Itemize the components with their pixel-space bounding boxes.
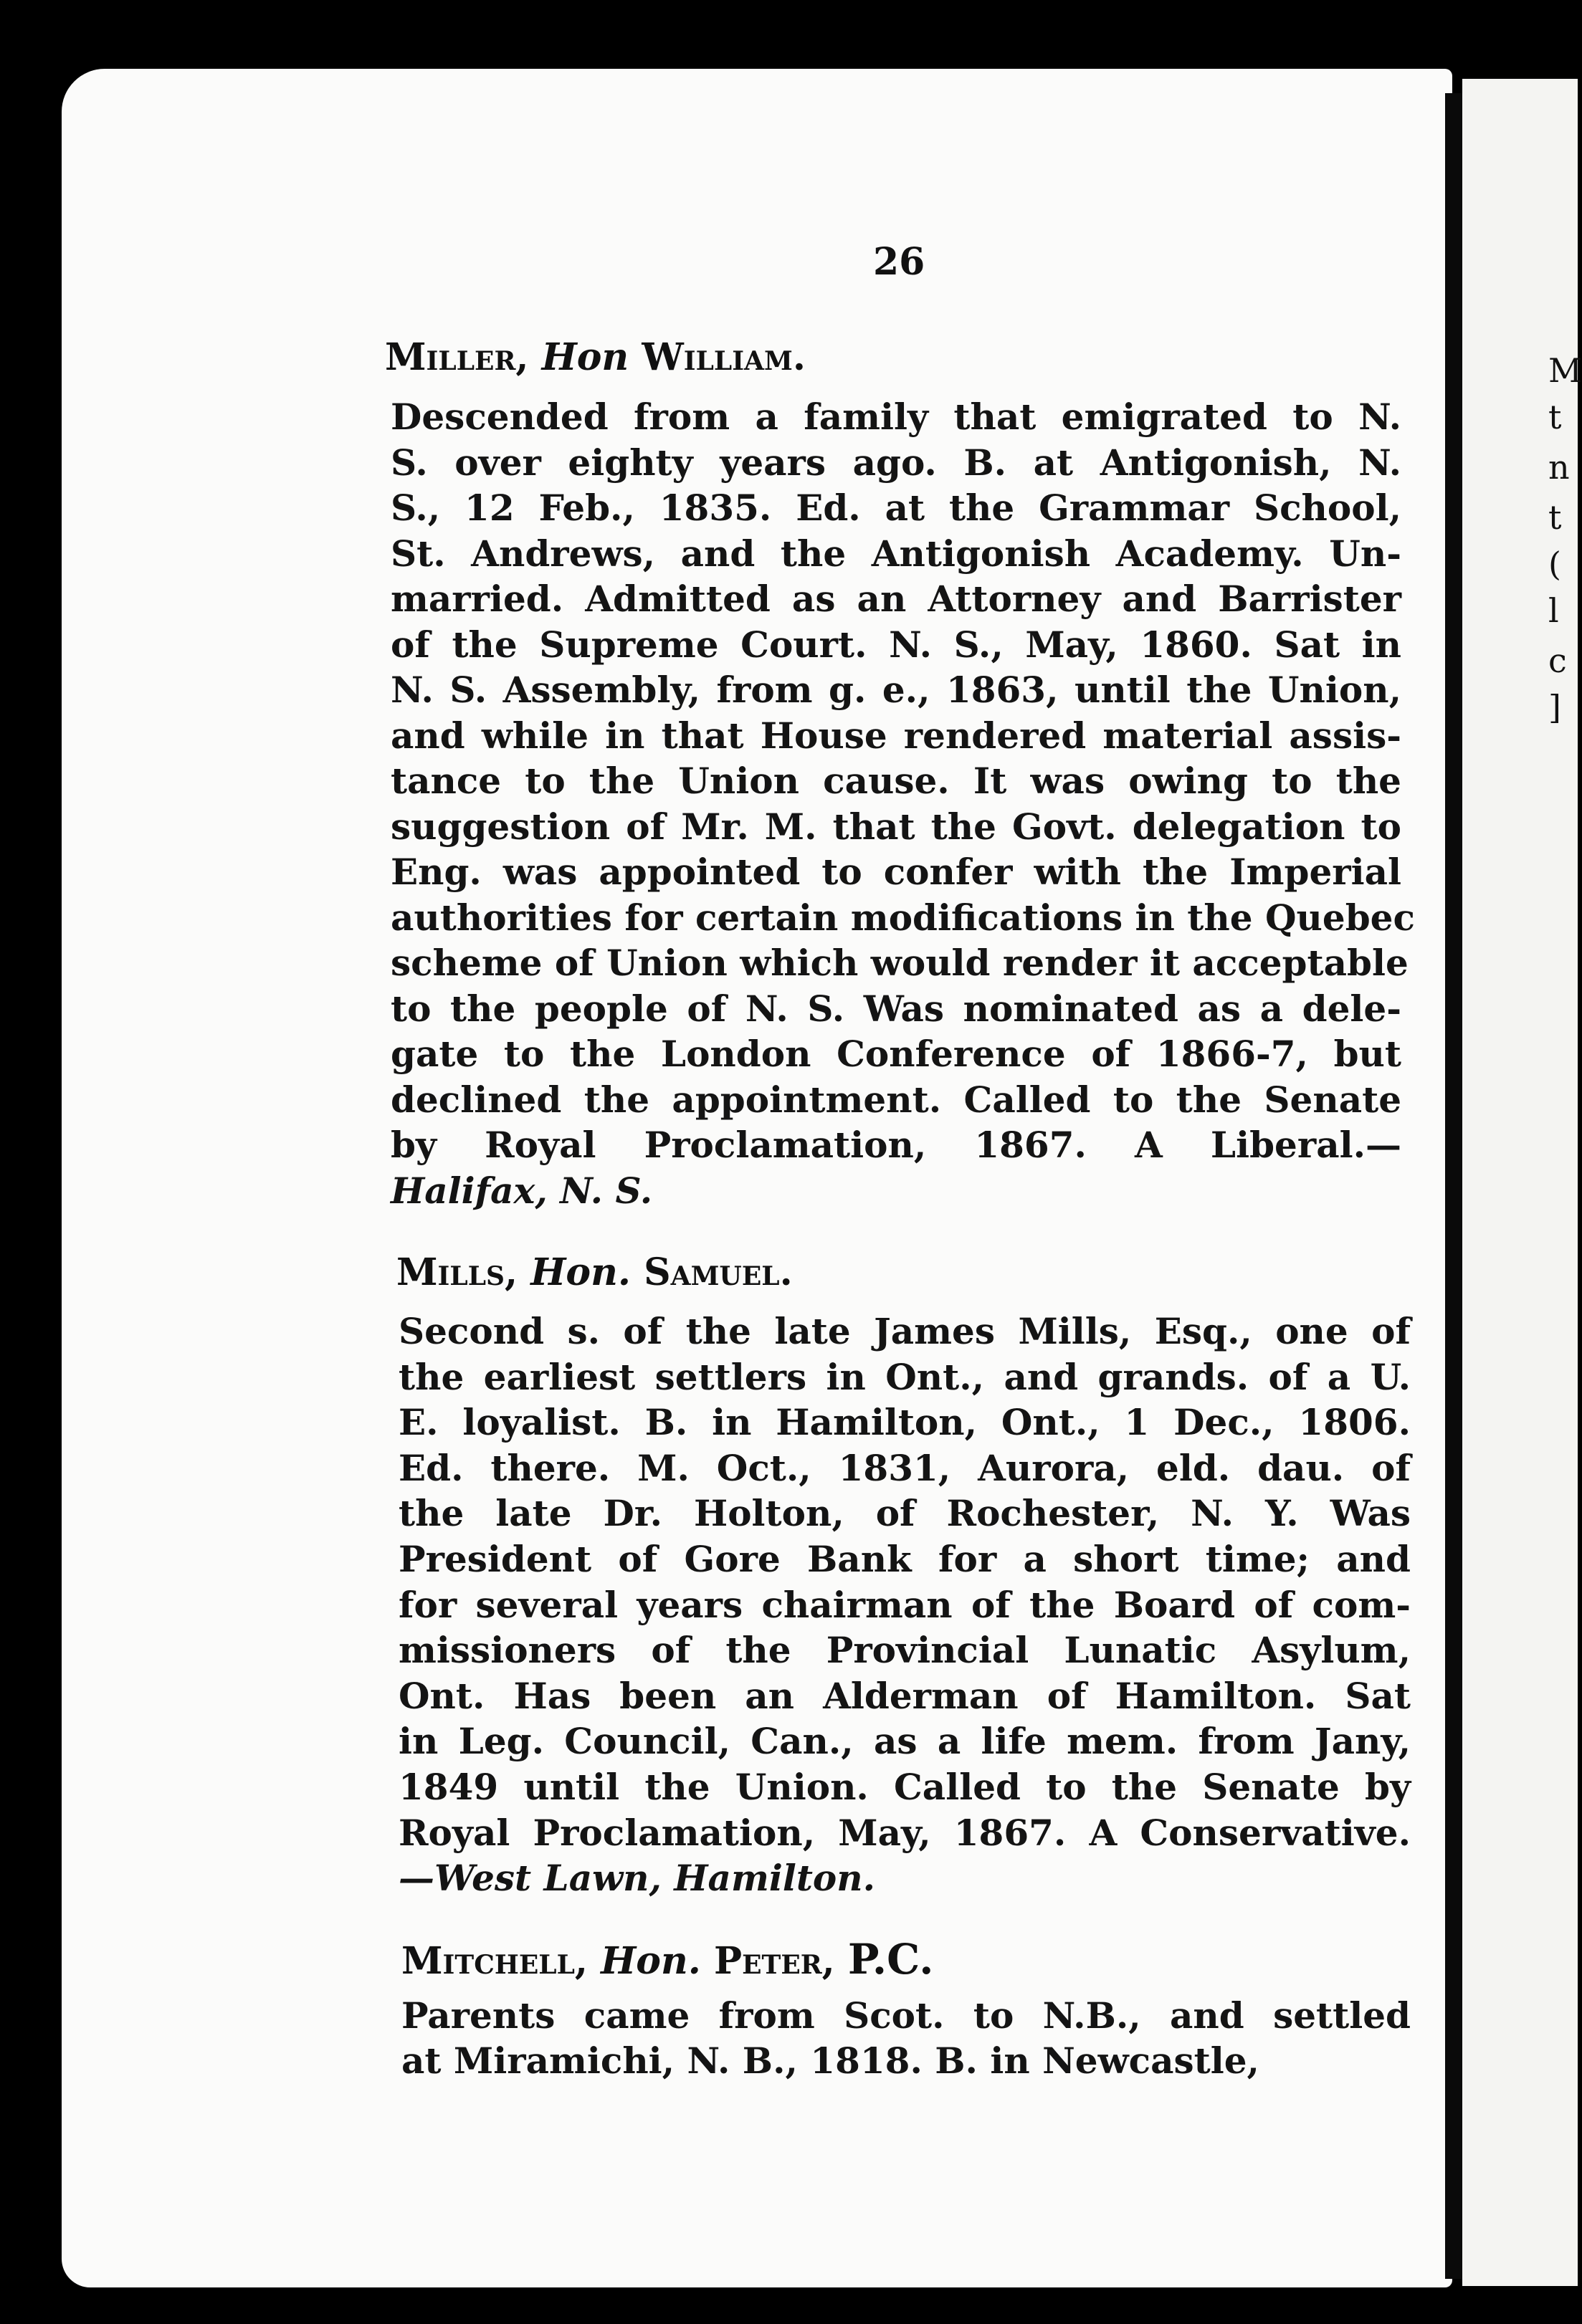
adjacent-page-letter: M: [1548, 351, 1582, 390]
entry-text-line: suggestion of Mr. M. that the Govt. delegation to: [391, 805, 1401, 848]
adjacent-page-letter: l: [1548, 591, 1559, 630]
entry-surname: Mills,: [396, 1251, 518, 1294]
entry-text-line: the late Dr. Holton, of Rochester, N. Y. Was: [399, 1492, 1411, 1534]
page-number: 26: [873, 240, 925, 284]
adjacent-page-letter: t: [1548, 498, 1562, 537]
entry-text-line: married. Admitted as an Attorney and Barrister: [391, 578, 1401, 620]
entry-text-line: in Leg. Council, Can., as a life mem. from Jany,: [399, 1720, 1411, 1762]
entry-text-line: N. S. Assembly, from g. e., 1863, until the Union,: [391, 669, 1401, 711]
entry-text-line: the earliest settlers in Ont., and grands. of a U.: [399, 1356, 1411, 1398]
page-gutter-shadow: [1445, 93, 1464, 2279]
entry-text-line: Ed. there. M. Oct., 1831, Aurora, eld. dau. of: [399, 1447, 1411, 1489]
entry-text-line: Second s. of the late James Mills, Esq., one of: [399, 1310, 1411, 1352]
entry-text-line: St. Andrews, and the Antigonish Academy. Un-: [391, 532, 1401, 575]
adjacent-page-letter: t: [1548, 398, 1562, 436]
entry-text-line: —West Lawn, Hamilton.: [399, 1857, 876, 1899]
entry-text-line: Parents came from Scot. to N.B., and settled: [401, 1994, 1411, 2037]
entry-surname: Miller,: [385, 335, 529, 379]
entry-heading-mitchell: [401, 1935, 933, 1984]
entry-text-line: scheme of Union which would render it acceptable: [391, 942, 1409, 984]
entry-text-line: E. loyalist. B. in Hamilton, Ont., 1 Dec., 1806.: [399, 1401, 1411, 1443]
entry-text-line: S., 12 Feb., 1835. Ed. at the Grammar School,: [391, 487, 1401, 529]
entry-heading-miller: [385, 335, 806, 379]
entry-text-line: tance to the Union cause. It was owing to the: [391, 760, 1401, 802]
entry-text-line: gate to the London Conference of 1866-7, but: [391, 1033, 1401, 1075]
entry-given-name: Peter,: [713, 1939, 835, 1983]
entry-text-line: authorities for certain modifications in the Quebec: [391, 896, 1415, 939]
entry-honorific: Hon: [541, 335, 629, 379]
entry-text-line: at Miramichi, N. B., 1818. B. in Newcastle,: [401, 2040, 1259, 2082]
adjacent-page-edge: [1462, 79, 1582, 2286]
entry-heading-mills: [396, 1251, 793, 1294]
entry-text-line: 1849 until the Union. Called to the Senate by: [399, 1766, 1411, 1808]
entry-text-line: by Royal Proclamation, 1867. A Liberal.—: [391, 1124, 1401, 1166]
entry-text-line: Halifax, N. S.: [391, 1170, 653, 1212]
entry-text-line: Ont. Has been an Alderman of Hamilton. Sat: [399, 1675, 1411, 1717]
entry-text-line: Eng. was appointed to confer with the Imperial: [391, 851, 1401, 893]
adjacent-page-letter: n: [1548, 448, 1570, 487]
entry-text-line: S. over eighty years ago. B. at Antigonish, N.: [391, 441, 1401, 484]
entry-suffix: P.C.: [847, 1935, 934, 1984]
entry-honorific: Hon.: [601, 1939, 701, 1983]
entry-given-name: Samuel.: [644, 1251, 793, 1294]
entry-text-line: for several years chairman of the Board of com-: [399, 1584, 1411, 1626]
adjacent-page-letter: ]: [1548, 688, 1561, 727]
entry-given-name: William.: [642, 335, 806, 379]
entry-honorific: Hon.: [530, 1251, 631, 1294]
entry-text-line: Descended from a family that emigrated to N.: [391, 396, 1401, 438]
adjacent-page-letter: (: [1548, 545, 1561, 583]
adjacent-page-letter: c: [1548, 641, 1567, 680]
entry-text-line: and while in that House rendered material assis-: [391, 714, 1401, 757]
entry-text-line: missioners of the Provincial Lunatic Asylum,: [399, 1629, 1411, 1671]
entry-text-line: of the Supreme Court. N. S., May, 1860. Sat in: [391, 623, 1401, 666]
entry-text-line: President of Gore Bank for a short time; and: [399, 1538, 1411, 1580]
entry-surname: Mitchell,: [401, 1939, 589, 1983]
entry-text-line: declined the appointment. Called to the Senate: [391, 1079, 1401, 1121]
entry-text-line: to the people of N. S. Was nominated as a dele-: [391, 988, 1401, 1030]
entry-text-line: Royal Proclamation, May, 1867. A Conservative.: [399, 1812, 1411, 1854]
